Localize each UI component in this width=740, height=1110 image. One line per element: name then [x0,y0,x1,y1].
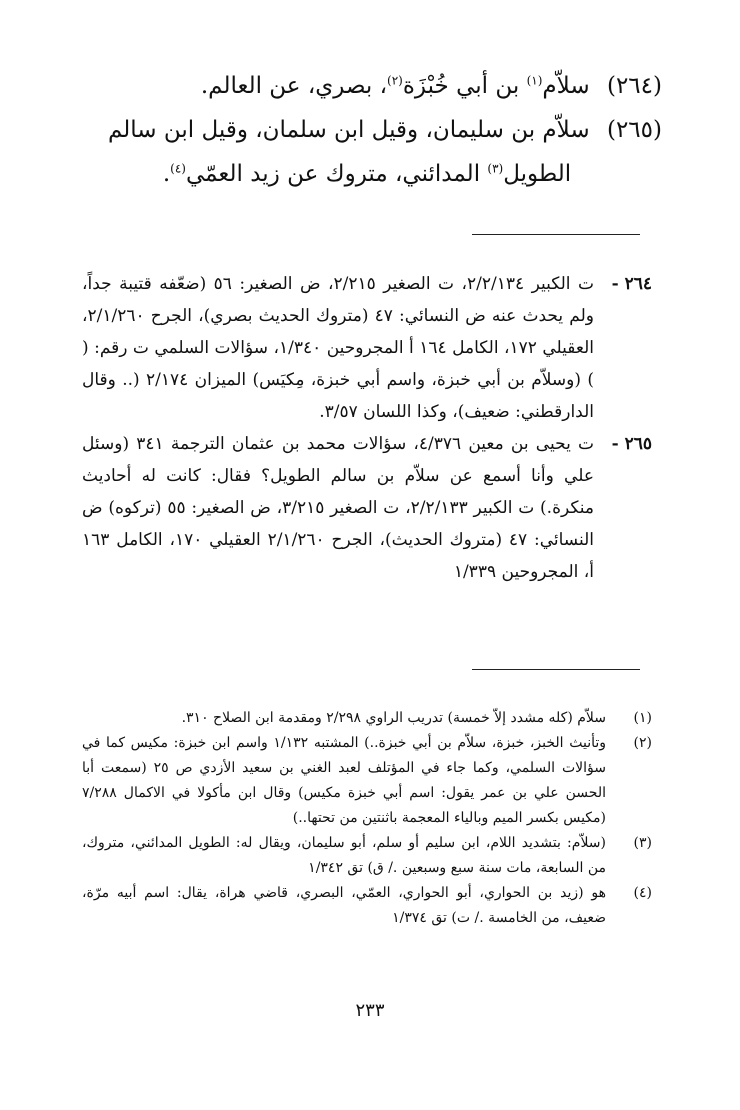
footnote-divider [472,669,640,670]
note-number: ٢٦٤ - [611,274,652,294]
note-text: ت الكبير ٢/٢/١٣٤، ت الصغير ٢/٢١٥، ض الصغير: ٥٦ (ضعّفه قتيبة جداً، ولم يحدث عنه ض النسائي: ٤٧ (متروك الحديث بصري)، الجرح ٢/١/٢٦٠، العقيلي ١٧٢، الكامل ١٦٤ أ المجروحين ١/٣٤٠، سؤالات السلمي ت رقم: ( ) (وسلاّم بن أبي خبزة، واسم أبي خبزة، مِكيَس) الميزان ٢/١٧٤ (.. وقال الدارقطني: ضعيف)، وكذا اللسان ٣/٥٧. [82,274,595,422]
narrator-entries [72,64,662,196]
footnote-text: وتأنيث الخبز، خبزة، سلاّم بن أبي خبزة..) المشتبه ١/١٣٢ واسم ابن خبزة: مكيس كما في سؤالات السلمي، وكما جاء في المؤتلف لعبد الغني بن سعيد الأزدي ص ٢٥ (سمعت أبا الحسن علي بن عمر يقول: اسم أبي خبزة مكيس) وقال ابن مأكولا في الاكمال ٧/٢٨٨ (مكيس بكسر الميم وبالياء المعجمة باثنتين من تحتها..) [82,735,607,826]
footnote-text: هو (زيد بن الحواري، أبو الحواري، العمّي، البصري، قاضي هراة، يقال: اسم أبيه مرّة، ضعيف، من الخامسة ./ ت) تق ١/٣٧٤ [82,885,606,926]
footnote-number: (٣) [633,835,652,851]
entry-continuation [72,152,662,196]
page-number: ٢٣٣ [355,1000,385,1021]
footnote-4 [82,881,652,931]
entry-text-mid: بن أبي خُبْزَة [402,73,527,99]
source-note-265 [82,428,652,588]
footnote-number: (٤) [633,885,652,901]
footnote-ref: (٣) [487,161,504,176]
entry-text-l2a: الطويل [503,161,572,187]
source-notes [82,268,652,588]
footnote-ref: (١) [526,73,543,88]
entry-number: (٢٦٥) [606,117,662,143]
footnote-3 [82,831,652,881]
entry-264 [72,64,662,108]
entry-number: (٢٦٤) [606,73,662,99]
entry-text-pre: سلاّم [542,73,590,99]
footnote-ref: (٢) [387,73,403,88]
entry-265 [72,108,662,196]
footnote-ref: (٤) [170,161,186,176]
footnote-text: (سلاّم: بتشديد اللام، ابن سليم أو سلم، أبو سليمان، ويقال له: الطويل المدائني، متروك، من السابعة، مات سنة سبع وسبعين ./ ق) تق ١/٣٤٢ [82,835,606,876]
note-text: ت يحيى بن معين ٤/٣٧٦، سؤالات محمد بن عثمان الترجمة ٣٤١ (وسئل علي وأنا أسمع عن سلاّم بن سالم الطويل؟ فقال: كانت له أحاديث منكرة.) ت الكبير ٢/٢/١٣٣، ت الصغير ٣/٢١٥، ض الصغير: ٥٥ (تركوه) ض النسائي: ٤٧ (متروك الحديث)، الجرح ٢/١/٢٦٠ العقيلي ١٧٠، الكامل ١٦٣ أ، المجروحين ١/٣٣٩ [82,434,594,582]
source-note-264 [82,268,652,428]
footnote-number: (٢) [633,735,652,751]
entry-text-line1: سلاّم بن سليمان، وقيل ابن سلمان، وقيل ابن سالم [107,117,590,143]
entry-text-post: ، بصري، عن العالم. [200,73,388,99]
footnote-1 [82,706,652,731]
entry-text-l2b: المدائني، متروك عن زيد العمّي [185,161,488,187]
footnote-text: سلاّم (كله مشدد إلاّ خمسة) تدريب الراوي ٢/٢٩٨ ومقدمة ابن الصلاح ٣١٠. [181,710,606,726]
footnotes [82,706,652,931]
footnote-2 [82,731,652,831]
section-divider [472,234,640,235]
footnote-number: (١) [633,710,652,726]
note-number: ٢٦٥ - [611,434,652,454]
entry-text-l2c: . [162,161,171,187]
